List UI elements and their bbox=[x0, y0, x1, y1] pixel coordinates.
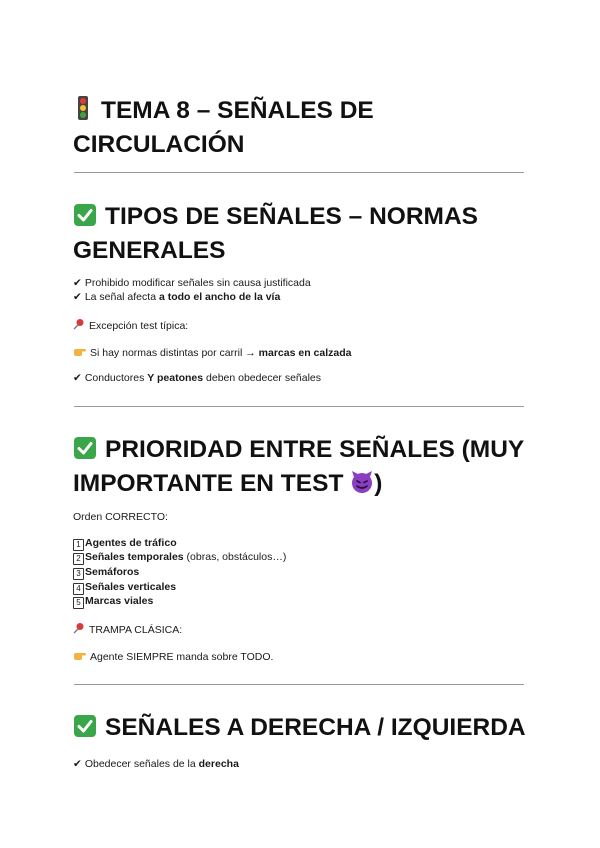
divider bbox=[74, 172, 524, 173]
keycap-number: 2 bbox=[73, 553, 84, 565]
note-exception: Excepción test típica: bbox=[73, 318, 188, 334]
page-title bbox=[73, 95, 543, 160]
list-item: 2 Señales temporales (obras, obstáculos…) bbox=[73, 551, 286, 565]
pointing-hand-icon bbox=[73, 649, 86, 665]
list-item: ✔ Conductores Y peatones deben obedecer señales bbox=[73, 372, 322, 384]
pushpin-icon bbox=[73, 622, 85, 638]
list-item: 3 Semáforos bbox=[73, 566, 139, 580]
section-heading-derecha bbox=[73, 712, 543, 746]
section-heading-prioridad bbox=[73, 434, 543, 502]
list-item: 4 Señales verticales bbox=[73, 581, 176, 595]
heading-line-1: SEÑALES A DERECHA / IZQUIERDA bbox=[105, 714, 526, 741]
list-item: ✔ Prohibido modificar señales sin causa justificada bbox=[73, 277, 311, 289]
heading-line-2: IMPORTANTE EN TEST bbox=[73, 470, 344, 497]
list-item: 1 Agentes de tráfico bbox=[73, 537, 177, 551]
divider bbox=[74, 684, 524, 685]
pushpin-icon bbox=[73, 318, 85, 334]
traffic-light-icon bbox=[73, 95, 93, 129]
checkmark-icon: ✔ bbox=[73, 291, 82, 303]
heading-line-1: TIPOS DE SEÑALES – NORMAS bbox=[105, 203, 479, 230]
checkmark-icon: ✔ bbox=[73, 277, 82, 289]
pointing-hand-icon bbox=[73, 345, 86, 361]
note-hand: Agente SIEMPRE manda sobre TODO. bbox=[73, 649, 273, 665]
checkmark-icon: ✔ bbox=[73, 372, 82, 384]
divider bbox=[74, 406, 524, 407]
keycap-number: 1 bbox=[73, 539, 84, 551]
heading-line-2: GENERALES bbox=[73, 237, 226, 264]
keycap-number: 5 bbox=[73, 597, 84, 609]
note-hand: Si hay normas distintas por carril → marcas en calzada bbox=[73, 345, 351, 361]
orden-label: Orden CORRECTO: bbox=[73, 511, 168, 523]
check-box-icon bbox=[73, 436, 97, 468]
section-heading-tipos bbox=[73, 201, 543, 266]
title-line-1: TEMA 8 – SEÑALES DE bbox=[101, 97, 374, 124]
heading-close-paren: ) bbox=[374, 470, 383, 497]
check-box-icon bbox=[73, 714, 97, 746]
smiling-devil-icon bbox=[350, 470, 374, 502]
list-item: ✔ Obedecer señales de la derecha bbox=[73, 758, 239, 770]
heading-line-1: PRIORIDAD ENTRE SEÑALES (MUY bbox=[105, 436, 525, 463]
note-trampa: TRAMPA CLÁSICA: bbox=[73, 622, 182, 638]
list-item: 5 Marcas viales bbox=[73, 595, 153, 609]
checkmark-icon: ✔ bbox=[73, 758, 82, 770]
check-box-icon bbox=[73, 203, 97, 235]
list-item: ✔ La señal afecta a todo el ancho de la vía bbox=[73, 291, 281, 303]
keycap-number: 4 bbox=[73, 583, 84, 595]
keycap-number: 3 bbox=[73, 568, 84, 580]
title-line-2: CIRCULACIÓN bbox=[73, 131, 245, 158]
